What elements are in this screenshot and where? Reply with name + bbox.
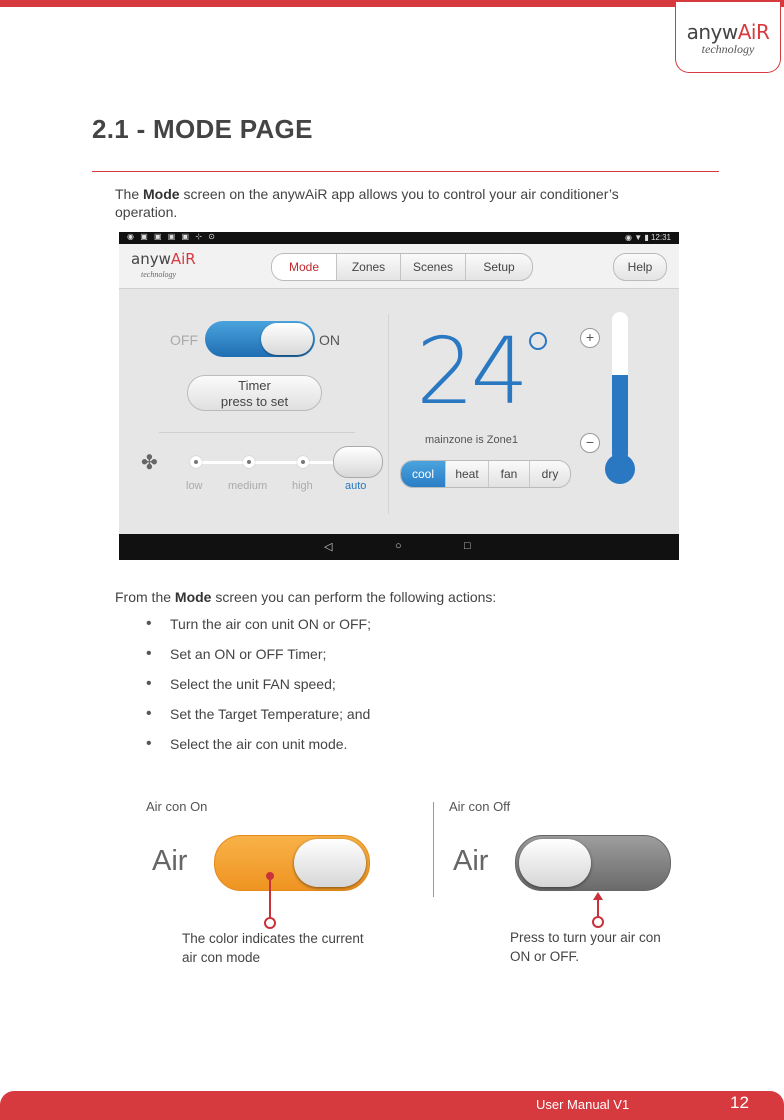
status-icons: ◉ ▣ ▣ ▣ ▣ ⊹ ⊙: [127, 232, 217, 241]
intro-text-post: screen on the anywAiR app allows you to control your air conditioner’s operation.: [115, 186, 619, 220]
power-on-label: ON: [319, 332, 340, 348]
intro-text-bold: Mode: [143, 186, 180, 202]
page-footer: [0, 1091, 784, 1120]
actions-list: [140, 613, 371, 763]
power-toggle-knob[interactable]: [261, 323, 313, 355]
fan-speed-high[interactable]: [297, 456, 309, 468]
air-toggle-off-knob[interactable]: [519, 839, 591, 887]
temp-plus-button[interactable]: +: [580, 328, 600, 348]
logo-brand-prefix: anyw: [686, 20, 738, 44]
fan-speed-medium[interactable]: [243, 456, 255, 468]
tab-zones[interactable]: Zones: [337, 254, 401, 280]
nav-back-icon[interactable]: ◁: [324, 541, 333, 553]
app-nav-tabs: [271, 253, 533, 281]
page-number: 12: [730, 1093, 749, 1112]
fan-speed-auto[interactable]: [333, 446, 383, 478]
target-temperature: 24: [416, 318, 526, 425]
degree-symbol: [529, 332, 547, 350]
app-logo-tagline: technology: [141, 270, 177, 279]
nav-recent-icon[interactable]: □: [464, 540, 471, 552]
intro-paragraph: [115, 185, 635, 221]
intro-text-pre: The: [115, 186, 144, 202]
fan-speed-track: [196, 461, 346, 464]
android-status-bar: [119, 232, 679, 244]
air-toggle-on-knob[interactable]: [294, 839, 366, 887]
list-item: • Turn the air con unit ON or OFF;: [140, 613, 371, 643]
brand-logo: [675, 2, 781, 73]
app-screenshot: [119, 232, 679, 560]
logo-brand-suffix: AiR: [737, 20, 770, 44]
actions-intro-post: screen you can perform the following actions:: [211, 589, 497, 605]
list-item: • Set an ON or OFF Timer;: [140, 643, 371, 673]
timer-label: Timer: [238, 378, 271, 393]
top-accent-bar: [0, 0, 784, 7]
tab-scenes[interactable]: Scenes: [401, 254, 466, 280]
mode-heat[interactable]: heat: [446, 461, 489, 487]
app-logo: [131, 250, 196, 268]
air-toggle-on[interactable]: [214, 835, 370, 891]
fan-speed-low[interactable]: [190, 456, 202, 468]
fan-label-auto: auto: [345, 480, 367, 492]
thermometer-bulb: [605, 454, 635, 484]
actions-intro-bold: Mode: [174, 589, 212, 605]
off-note: Press to turn your air con ON or OFF.: [510, 930, 661, 964]
list-item: • Select the air con unit mode.: [140, 733, 371, 763]
thermometer-fill: [612, 375, 628, 462]
callout-end-off: [592, 916, 604, 928]
app-logo-prefix: anyw: [131, 250, 171, 268]
on-caption: Air con On: [146, 799, 208, 814]
tab-mode[interactable]: Mode: [272, 254, 337, 280]
nav-home-icon[interactable]: ○: [395, 540, 402, 552]
list-item: • Select the unit FAN speed;: [140, 673, 371, 703]
help-button[interactable]: Help: [613, 253, 667, 281]
fan-label-high: high: [292, 480, 313, 492]
panel-divider: [388, 314, 389, 514]
zone-text: mainzone is Zone1: [425, 434, 518, 446]
power-off-label: OFF: [170, 332, 198, 348]
diagram-separator: [433, 802, 434, 897]
timer-sublabel: press to set: [220, 394, 289, 409]
fan-icon: ✤: [141, 452, 158, 474]
off-caption: Air con Off: [449, 799, 511, 814]
control-divider: [159, 432, 355, 433]
list-item: • Set the Target Temperature; and: [140, 703, 371, 733]
actions-intro-pre: From the: [115, 589, 175, 605]
app-header: [119, 244, 679, 289]
on-note: The color indicates the current air con mode: [182, 931, 364, 965]
air-label-off: Air: [453, 845, 489, 877]
mode-selector: [400, 460, 571, 488]
status-time: 12:31: [650, 233, 671, 242]
mode-fan[interactable]: fan: [489, 461, 530, 487]
air-toggle-off[interactable]: [515, 835, 671, 891]
timer-button[interactable]: [187, 375, 322, 411]
app-logo-suffix: AiR: [170, 250, 196, 268]
mode-dry[interactable]: dry: [541, 467, 559, 481]
thermometer[interactable]: [612, 312, 628, 462]
callout-end-on: [264, 917, 276, 929]
mode-cool[interactable]: cool: [401, 461, 446, 487]
actions-intro: [115, 589, 496, 605]
footer-manual-title: User Manual V1: [536, 1097, 630, 1112]
page-title: 2.1 - MODE PAGE: [92, 114, 313, 144]
logo-tagline: technology: [701, 42, 755, 56]
air-label-on: Air: [152, 845, 188, 877]
fan-label-medium: medium: [228, 480, 268, 492]
android-nav-bar: [119, 534, 679, 560]
tab-setup[interactable]: Setup: [483, 260, 515, 274]
status-right: ◉ ▼ ▮ 12:31: [625, 233, 671, 242]
title-divider: [92, 171, 719, 172]
temp-minus-button[interactable]: −: [580, 433, 600, 453]
callout-line-on: [269, 878, 271, 919]
fan-label-low: low: [186, 480, 203, 492]
